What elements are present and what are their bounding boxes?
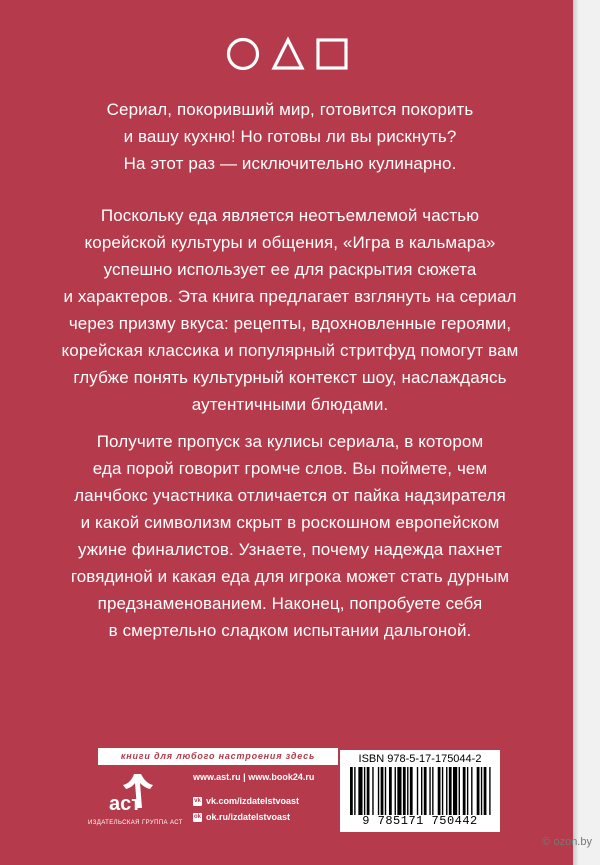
barcode-bar — [395, 767, 396, 815]
barcode-bar — [350, 767, 353, 815]
blurb-paragraph-3 — [40, 428, 540, 644]
barcode-bar — [463, 767, 466, 815]
barcode-bar — [484, 767, 487, 815]
barcode-bar — [446, 767, 447, 815]
barcode-bar — [367, 767, 370, 815]
ozon-watermark: © ozon.by — [542, 836, 592, 848]
ok-link: ok.ru/izdatelstvoast — [206, 812, 291, 822]
barcode-bar — [385, 767, 386, 815]
blurb-line: Поскольку еда является неотъемлемой частью — [100, 206, 480, 225]
barcode-bar — [410, 767, 413, 815]
blurb-line: На этот раз — исключительно кулинарно. — [123, 154, 457, 173]
page-edge-shadow — [573, 0, 579, 865]
vk-link: vk.com/izdatelstvoast — [206, 796, 300, 806]
barcode-bar — [489, 767, 490, 815]
publisher-websites: www.ast.ru | www.book24.ru — [193, 772, 315, 782]
vk-link-row — [193, 796, 299, 806]
blurb-line: в смертельно сладком испытании дальгоной. — [108, 621, 472, 640]
ok-icon: ok — [193, 813, 201, 820]
barcode-bar — [381, 767, 384, 815]
barcode-bar — [471, 767, 472, 815]
ok-link-row — [193, 812, 290, 822]
barcode-bar — [397, 767, 401, 815]
blurb-line: и характеров. Эта книга предлагает взглянуть на сериал — [63, 287, 517, 306]
isbn-number: ISBN 978-5-17-175044-2 — [358, 753, 482, 765]
blurb-line: глубже понять культурный контекст шоу, наслаждаясь — [73, 368, 507, 387]
blurb-line: корейской культуры и общения, «Игра в кальмара» — [84, 233, 496, 252]
barcode-bar — [407, 767, 408, 815]
blurb-line: говядиной и какая еда для игрока может стать дурным — [70, 567, 510, 586]
barcode-bars — [350, 767, 492, 815]
barcode-bar — [372, 767, 373, 815]
barcode-bar — [358, 767, 362, 815]
barcode-bar — [424, 767, 427, 815]
ast-logo-text: аст — [109, 793, 142, 815]
blurb-line: успешно использует ее для раскрытия сюжета — [103, 260, 477, 279]
blurb-line: и какой символизм скрыт в роскошном европейском — [80, 513, 500, 532]
blurb-paragraph-2 — [40, 202, 540, 418]
barcode-bar — [378, 767, 379, 815]
blurb-line: ланчбокс участника отличается от пайка надзирателя — [74, 486, 506, 505]
barcode-bar — [389, 767, 392, 815]
barcode-digits: 9 785171 750442 — [362, 814, 478, 828]
barcode-bar — [453, 767, 457, 815]
blurb-line: корейская классика и популярный стритфуд помогут вам — [61, 341, 519, 360]
barcode-bar — [449, 767, 452, 815]
publisher-group-label: ИЗДАТЕЛЬСКАЯ ГРУППА АСТ — [88, 820, 183, 826]
square-icon — [318, 40, 346, 68]
barcode-bar — [481, 767, 482, 815]
blurb-line: ужине финалистов. Узнаете, почему надежда пахнет — [78, 540, 502, 559]
blurb-line: Сериал, покоривший мир, готовится покорить — [106, 100, 474, 119]
barcode-bar — [364, 767, 365, 815]
triangle-icon — [274, 40, 302, 68]
barcode-bar — [477, 767, 480, 815]
isbn-barcode — [340, 750, 500, 832]
vk-icon: vk — [194, 797, 201, 804]
blurb-line: еда порой говорит громче слов. Вы поймете, чем — [92, 459, 488, 478]
barcode-bar — [354, 767, 355, 815]
barcode-bar — [438, 767, 441, 815]
circle-triangle-square-logo — [226, 36, 350, 72]
ast-logo — [104, 770, 162, 816]
blurb-line: и вашу кухню! Но готовы ли вы рискнуть? — [123, 127, 457, 146]
barcode-bar — [429, 767, 430, 815]
barcode-bar — [459, 767, 460, 815]
blurb-line: предзнаменованием. Наконец, попробуете себя — [97, 594, 483, 613]
barcode-bar — [421, 767, 422, 815]
barcode-bar — [467, 767, 468, 815]
circle-icon — [229, 40, 258, 69]
blurb-line: аутентичными блюдами. — [191, 395, 389, 414]
blurb-line: через призму вкуса: рецепты, вдохновленные героями, — [68, 314, 512, 333]
barcode-bar — [403, 767, 406, 815]
barcode-bar — [442, 767, 443, 815]
barcode-bar — [417, 767, 418, 815]
blurb-line: Получите пропуск за кулисы сериала, в котором — [96, 432, 484, 451]
blurb-paragraph-1 — [40, 96, 540, 177]
barcode-bar — [432, 767, 433, 815]
tagline-banner: книги для любого настроения здесь — [98, 748, 338, 765]
